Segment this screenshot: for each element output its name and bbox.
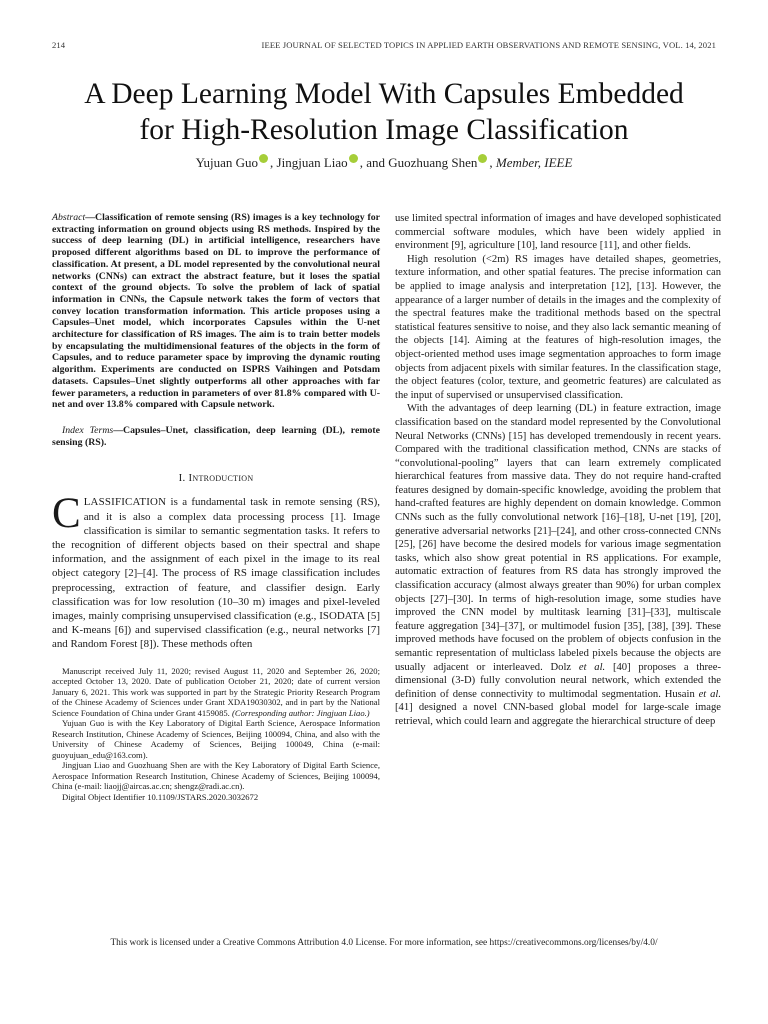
journal-name: IEEE JOURNAL OF SELECTED TOPICS IN APPLIED EARTH OBSERVATIONS AND REMOTE SENSING, VOL. 14, 2021 xyxy=(261,40,716,50)
footnote-doi: Digital Object Identifier 10.1109/JSTARS.2020.3032672 xyxy=(62,791,259,802)
intro-caps: LASSIFICATION xyxy=(83,496,167,509)
footnote-manuscript: Manuscript received July 11, 2020; revised August 11, 2020 and September 26, 2020; accepted October 13, 2020. Date of publication October 21, 2020; date of current version January 6, 2021. This work was supported in part by the Strategic Priority Research Program of the Chinese Academy of Sciences under Grant XDA19030302, and in part by the National Science Foundation of China under Grant 4159085. (Corresponding author: Jingjuan Liao.) xyxy=(52,665,380,718)
section-heading xyxy=(52,472,380,485)
right-column xyxy=(395,212,721,729)
index-terms: Index Terms—Capsules–Unet, classification, deep learning (DL), remote sensing (RS). xyxy=(52,424,380,448)
index-terms-lead: Index Terms xyxy=(62,424,114,436)
intro-paragraph xyxy=(52,490,380,651)
right-paragraph-1: use limited spectral information of images and have developed sophisticated commercial software modules, which have been widely applied in environment [9], agriculture [10], land resource [11], and other fields. xyxy=(395,213,721,252)
abstract-lead: Abstract xyxy=(52,212,86,223)
paper-title xyxy=(40,76,728,148)
title-line-2: for High-Resolution Image Classification xyxy=(139,114,629,146)
intro-text: is a fundamental task in remote sensing (RS), and it is also a complex data processing process [1]. Image classification is similar to semantic segmentation tasks. It refers to the recognition of different objects based on their spectral and shape information, and the assignment of each pixel in the image to its real object category [2]–[4]. The process of RS image classification includes preprocessing, extraction of feature, and classifier design. Early classification was for low resolution (10–30 m) images and pixel-leveled images, mainly comprising unsupervised classification (e.g., ISODATA [5] and K-means [6]) and supervised classification (e.g., neural networks [7] and Random Forest [8]). These methods often xyxy=(52,496,380,651)
license-footer: This work is licensed under a Creative Commons Attribution 4.0 License. For more information, see https://creativecommons.org/licenses/by/4.0/ xyxy=(110,938,658,948)
section-title: Introduction xyxy=(188,472,254,485)
right-paragraph-3: With the advantages of deep learning (DL) in feature extraction, image classification based on the standard model represented by the Convolutional Neural Networks (CNNs) [15] has developed tremendously in recent years. Compared with the traditional classification method, CNNs are stacks of “convolutional-pooling” layers that can learn extremely complicated hierarchical features from massive data. They do not require hand-crafted features designed by domain-specific knowledge, avoiding the problem that hand-crafted features are highly dependent on domain knowledge. Common CNNs such as the fully convolutional network [16]–[18], U-net [19], [20], generative adversarial networks [21]–[24], and other cross-connected CNNs [25], [26] have become the desired models for various image segmentation tasks, which also show great potential in RS applications. For example, automatic extraction of features from RS data has strongly improved the classification accuracy (almost always greater than 90%) for urban complex objects [27]–[30]. In terms of high-resolution image, some studies have improved the CNN model by multitask learning [31]–[33], multiscale feature aggregation [34]–[37], or multimodel fusion [35], [38], [39]. These improved methods have focused on the problem of objects confusion in the semantic representation of multiclass labeled pixels because the objects are usually adjacent or interleaved. Dolz et al. [40] proposes a three-dimensional (3-D) fully convolution neural network, which extended the definition of dense connectivity to multimodal segmentation. Husain et al. [41] designed a novel CNN-based global model for large-scale image retrieval, which could learn and aggregate the hierarchical structure of deep xyxy=(395,403,722,727)
corresponding-author: (Corresponding author: Jingjuan Liao.) xyxy=(231,707,370,718)
section-number: I. xyxy=(178,472,186,485)
orcid-icon[interactable] xyxy=(349,154,358,163)
right-paragraph-2: High resolution (<2m) RS images have detailed shapes, geometries, texture information, and other spatial features. The precise information can be applied to image analysis and interpretation [12], [13]. However, the appearance of a larger number of details in the images and the complexity of the spectral features make the traditional methods based on the spectral statistical features sensitive to noise, and they also lack semantic meaning of the objects [14]. Aiming at the features of high-resolution images, the object-oriented method uses image segmentation approaches to form image objects from adjacent pixels with similar features. In the classification stage, the object features (color, texture, and geometric features) are calculated as the input of supervised or unsupervised classification. xyxy=(395,253,721,401)
author-1: Yujuan Guo xyxy=(195,155,259,170)
author-role: Member, IEEE xyxy=(495,155,573,170)
author-2: , Jingjuan Liao xyxy=(270,155,348,170)
author-3: , and Guozhuang Shen xyxy=(359,155,478,170)
abstract-text: Classification of remote sensing (RS) images is a key technology for extracting information on ground objects using RS methods. Inspired by the success of deep learning (DL) in artificial intelligence, researchers have proposed different algorithms based on DL to improve the performance of classification. At present, a DL model represented by the convolutional neural networks (CNNs) can extract the abstract feature, but it loses the spatial context of the ground objects. To solve the problem of lack of spatial information in CNNs, the Capsule network takes the form of vectors that convey location transformation information. This article proposes using a Capsules–Unet model, which incorporates Capsules within the U-net architecture for classification of RS images. The aim is to train better models by encapsulating the multidimensional features of the objects in the form of Capsules, and to reduce parameter space by improving the dynamic routing algorithm. Experiments are conducted on ISPRS Vaihingen and Potsdam datasets. Capsules–Unet slightly outperforms all other approaches with far fewer parameters, a reduction in parameters of over 81.8% compared with U-net and over 13.8% compared with Capsule network. xyxy=(52,212,380,411)
page-number: 214 xyxy=(52,40,66,50)
drop-cap: C xyxy=(52,490,81,538)
orcid-icon[interactable] xyxy=(259,154,268,163)
footnote-author-1: Yujuan Guo is with the Key Laboratory of Digital Earth Science, Aerospace Information Research Institution, Chinese Academy of Sciences, Beijing 100094, China, and also with the University of Chinese Academy of Sciences, Beijing 100049, China (e-mail: guoyujuan_edu@163.com). xyxy=(52,718,380,760)
orcid-icon[interactable] xyxy=(478,154,487,163)
left-column xyxy=(52,212,380,802)
index-terms-text: Capsules–Unet, classification, deep learning (DL), remote sensing (RS). xyxy=(52,424,380,448)
footnote-author-2-3: Jingjuan Liao and Guozhuang Shen are with the Key Laboratory of Digital Earth Science, Aerospace Information Research Institution, Chinese Academy of Sciences, Beijing 100094, China (e-mail: liaojj@aircas.ac.cn; shengz@radi.ac.cn). xyxy=(52,760,380,792)
abstract: Abstract—Classification of remote sensing (RS) images is a key technology for extracting information on ground objects using RS methods. Inspired by the success of deep learning (DL) in artificial intelligence, researchers have proposed different algorithms based on DL to improve the performance of classification. At present, a DL model represented by the convolutional neural networks (CNNs) can extract the abstract feature, but it loses the spatial context of the ground objects. To solve the problem of lack of spatial information in CNNs, the Capsule network takes the form of vectors that convey location transformation information. This article proposes using a Capsules–Unet model, which incorporates Capsules within the U-net architecture for classification of RS images. The aim is to train better models by encapsulating the multidimensional features of the objects in the form of Capsules, and to reduce parameter space by improving the dynamic routing algorithm. Experiments are conducted on ISPRS Vaihingen and Potsdam datasets. Capsules–Unet slightly outperforms all other approaches with far fewer parameters, a reduction in parameters of over 81.8% compared with U-net and over 13.8% compared with Capsule network. xyxy=(52,212,380,411)
author-list: Yujuan Guo , Jingjuan Liao , and Guozhuang Shen , Member, IEEE xyxy=(195,155,573,170)
title-line-1: A Deep Learning Model With Capsules Embedded xyxy=(84,78,684,110)
running-header xyxy=(52,40,716,54)
footnotes xyxy=(52,666,380,803)
